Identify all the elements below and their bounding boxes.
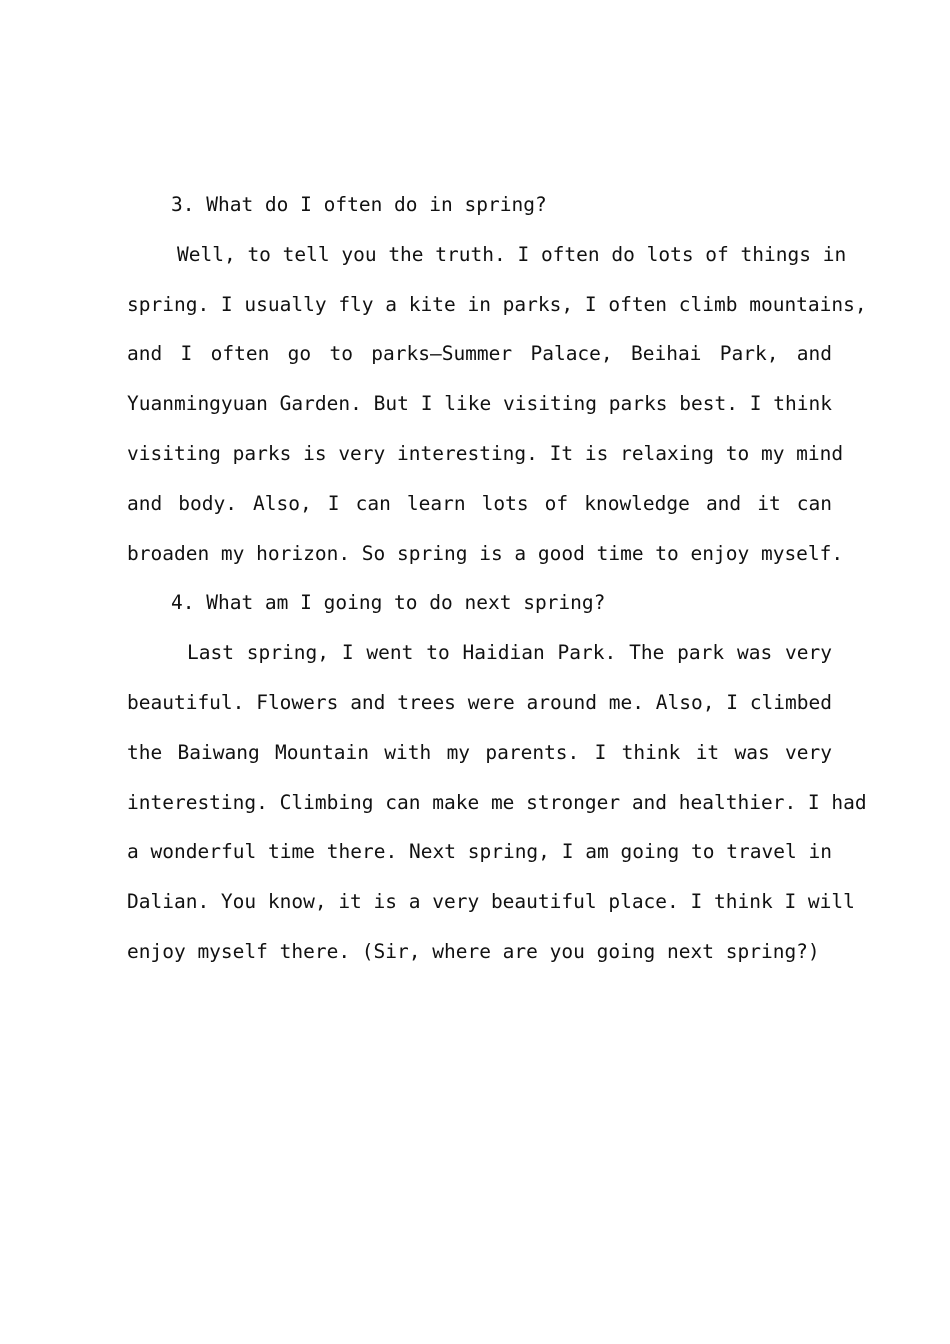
answer-4-line: interesting. Climbing can make me stronger and healthier. I had <box>127 790 867 814</box>
answer-3-line: spring. I usually fly a kite in parks, I often climb mountains, <box>127 292 867 316</box>
answer-4-line: Dalian. You know, it is a very beautiful place. I think I will <box>127 890 855 914</box>
answer-3-line: Yuanmingyuan Garden. But I like visiting parks best. I think <box>127 392 832 416</box>
question-3-heading: 3. What do I often do in spring? <box>171 193 547 216</box>
answer-3-line: visiting parks is very interesting. It is relaxing to my mind <box>127 441 844 465</box>
answer-3-paragraph <box>127 230 867 579</box>
answer-3-line: broaden my horizon. So spring is a good time to enjoy myself. <box>127 541 844 565</box>
answer-4-line: the Baiwang Mountain with my parents. I think it was very <box>127 740 832 764</box>
answer-3-line: Well, to tell you the truth. I often do lots of things in <box>177 242 847 266</box>
question-4-heading: 4. What am I going to do next spring? <box>171 591 606 615</box>
answer-3-line: and I often go to parks—Summer Palace, Beihai Park, and <box>127 342 832 366</box>
answer-4-paragraph <box>127 628 867 977</box>
document-page <box>127 180 867 977</box>
answer-3-line: and body. Also, I can learn lots of knowledge and it can <box>127 491 832 515</box>
answer-4-line: beautiful. Flowers and trees were around me. Also, I climbed <box>127 690 832 714</box>
answer-4-line: Last spring, I went to Haidian Park. The park was very <box>187 641 832 665</box>
answer-4-line: enjoy myself there. (Sir, where are you going next spring?) <box>127 939 820 963</box>
answer-4-line: a wonderful time there. Next spring, I am going to travel in <box>127 840 832 864</box>
